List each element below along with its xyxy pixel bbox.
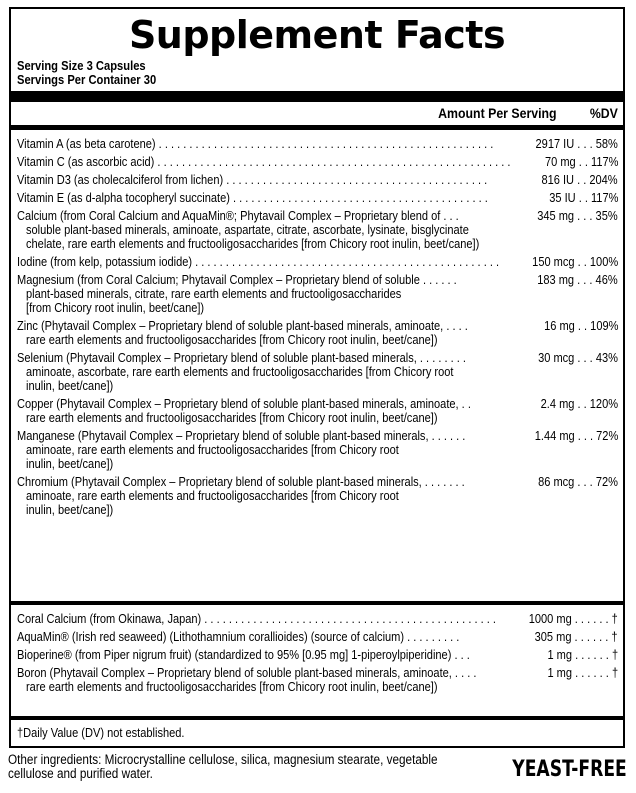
nutrient-line	[17, 457, 618, 471]
nutrient-amount: 183 mg . . . 46%	[537, 272, 618, 287]
nutrient-description: rare earth elements and fructooligosaccharides [from Chicory root inulin, beet/cane])	[26, 410, 438, 425]
ingredient-description: AquaMin® (Irish red seaweed) (Lithothamnium corallioides) (source of calcium) . . . . . . . . .	[17, 629, 460, 644]
nutrient-line	[17, 155, 618, 169]
nutrient-line	[17, 173, 618, 187]
ingredient-line	[17, 630, 618, 644]
nutrient-row	[17, 255, 618, 269]
nutrient-line	[17, 319, 618, 333]
nutrient-row	[17, 137, 618, 151]
nutrient-amount: 2.4 mg . . 120%	[540, 396, 618, 411]
ingredient-amount: 1 mg . . . . . . †	[547, 647, 618, 662]
nutrient-amount: 86 mcg . . . 72%	[538, 474, 618, 489]
ingredient-line	[17, 612, 618, 626]
ingredient-description: Boron (Phytavail Complex – Proprietary blend of soluble plant-based minerals, aminoate, . . . .	[17, 665, 477, 680]
nutrient-amount: 150 mcg . . 100%	[532, 254, 618, 269]
nutrient-row	[17, 191, 618, 205]
nutrient-line	[17, 209, 618, 223]
nutrient-line	[17, 237, 618, 251]
nutrient-row	[17, 429, 618, 471]
nutrient-line	[17, 255, 618, 269]
nutrient-description: inulin, beet/cane])	[26, 502, 114, 517]
nutrient-amount: 35 IU . . 117%	[548, 190, 618, 205]
footnote-divider	[11, 716, 623, 720]
nutrient-line	[17, 223, 618, 237]
nutrient-line	[17, 365, 618, 379]
nutrient-amount: 345 mg . . . 35%	[537, 208, 618, 223]
ingredient-line	[17, 648, 618, 662]
serving-size: Serving Size 3 Capsules	[17, 58, 146, 73]
nutrient-description: Vitamin D3 (as cholecalciferol from lichen) . . . . . . . . . . . . . . . . . . . . . . . . . . . . . . . . . . . . . . . . . . .	[17, 172, 488, 187]
nutrient-description: Magnesium (from Coral Calcium; Phytavail Complex – Proprietary blend of soluble . . . . . .	[17, 272, 457, 287]
ingredient-description: rare earth elements and fructooligosaccharides [from Chicory root inulin, beet/cane])	[26, 679, 438, 694]
nutrient-amount: 1.44 mg . . . 72%	[534, 428, 618, 443]
ingredient-description: Coral Calcium (from Okinawa, Japan) . . . . . . . . . . . . . . . . . . . . . . . . . . . . . . . . . . . . . . . . . . . . . . . .	[17, 611, 496, 626]
nutrient-description: aminoate, rare earth elements and fructooligosaccharides [from Chicory root	[26, 442, 399, 457]
nutrient-description: Vitamin C (as ascorbic acid) . . . . . . . . . . . . . . . . . . . . . . . . . . . . . . . . . . . . . . . . . . . . . . . . . . . . . . . . . .	[17, 154, 511, 169]
nutrient-line	[17, 273, 618, 287]
nutrient-description: aminoate, rare earth elements and fructooligosaccharides [from Chicory root	[26, 488, 399, 503]
nutrient-line	[17, 503, 618, 517]
medium-divider	[11, 125, 623, 130]
nutrient-line	[17, 137, 618, 151]
ingredient-amount: 305 mg . . . . . . †	[535, 629, 618, 644]
other-ingredients-line: cellulose and purified water.	[8, 766, 153, 781]
ingredient-line	[17, 680, 618, 694]
ingredient-line	[17, 666, 618, 680]
nutrient-row	[17, 475, 618, 517]
supplement-facts-panel	[9, 7, 625, 748]
nutrient-row	[17, 155, 618, 169]
nutrient-description: Vitamin A (as beta carotene) . . . . . . . . . . . . . . . . . . . . . . . . . . . . . . . . . . . . . . . . . . . . . . . . . . . . . . .	[17, 136, 494, 151]
thick-divider-top	[11, 91, 623, 102]
nutrient-description: Manganese (Phytavail Complex – Proprietary blend of soluble plant-based minerals, . . . . . .	[17, 428, 466, 443]
ingredient-row	[17, 630, 618, 644]
nutrient-line	[17, 351, 618, 365]
nutrient-line	[17, 475, 618, 489]
servings-per-container: Servings Per Container 30	[17, 72, 157, 87]
nutrient-line	[17, 191, 618, 205]
panel-title: Supplement Facts	[128, 13, 506, 57]
nutrient-description: rare earth elements and fructooligosaccharides [from Chicory root inulin, beet/cane])	[26, 332, 438, 347]
yeast-free-badge: YEAST-FREE	[512, 757, 627, 782]
nutrient-row	[17, 397, 618, 425]
nutrient-description: inulin, beet/cane])	[26, 456, 114, 471]
nutrient-description: aminoate, ascorbate, rare earth elements and fructooligosaccharides [from Chicory root	[26, 364, 454, 379]
ingredient-amount: 1000 mg . . . . . . †	[528, 611, 618, 626]
nutrient-row	[17, 173, 618, 187]
nutrient-description: Copper (Phytavail Complex – Proprietary blend of soluble plant-based minerals, aminoate, . .	[17, 396, 471, 411]
nutrient-description: Vitamin E (as d-alpha tocopheryl succinate) . . . . . . . . . . . . . . . . . . . . . . . . . . . . . . . . . . . . . . . . . .	[17, 190, 488, 205]
nutrient-line	[17, 287, 618, 301]
nutrient-description: Selenium (Phytavail Complex – Proprietary blend of soluble plant-based minerals, . . . . . . . .	[17, 350, 466, 365]
ingredient-description: Bioperine® (from Piper nigrum fruit) (standardized to 95% [0.95 mg] 1-piperoylpiperidine) . . .	[17, 647, 470, 662]
nutrient-description: Chromium (Phytavail Complex – Proprietary blend of soluble plant-based minerals, . . . . . . .	[17, 474, 465, 489]
nutrient-description: [from Chicory root inulin, beet/cane])	[26, 300, 205, 315]
ingredient-row	[17, 648, 618, 662]
ingredient-row	[17, 612, 618, 626]
ingredient-amount: 1 mg . . . . . . †	[547, 665, 618, 680]
nutrient-description: plant-based minerals, citrate, rare earth elements and fructooligosaccharides	[26, 286, 402, 301]
nutrient-description: inulin, beet/cane])	[26, 378, 114, 393]
nutrient-row	[17, 209, 618, 251]
nutrient-amount: 2917 IU . . . 58%	[535, 136, 618, 151]
nutrient-amount: 70 mg . . 117%	[544, 154, 618, 169]
footnote: †Daily Value (DV) not established.	[17, 725, 185, 740]
nutrient-line	[17, 379, 618, 393]
nutrient-description: Iodine (from kelp, potassium iodide) . . . . . . . . . . . . . . . . . . . . . . . . . . . . . . . . . . . . . . . . . . . . . . . . . .	[17, 254, 500, 269]
nutrient-line	[17, 489, 618, 503]
nutrient-line	[17, 333, 618, 347]
nutrient-amount: 816 IU . . 204%	[541, 172, 618, 187]
nutrient-description: chelate, rare earth elements and fructooligosaccharides [from Chicory root inulin, beet/cane])	[26, 236, 480, 251]
section-divider	[11, 601, 623, 605]
nutrient-row	[17, 273, 618, 315]
nutrient-line	[17, 301, 618, 315]
ingredient-row	[17, 666, 618, 694]
nutrient-description: Calcium (from Coral Calcium and AquaMin®; Phytavail Complex – Proprietary blend of . . .	[17, 208, 459, 223]
nutrient-row	[17, 319, 618, 347]
other-ingredients-line: Other ingredients: Microcrystalline cellulose, silica, magnesium stearate, vegetable	[8, 752, 438, 767]
nutrient-description: soluble plant-based minerals, aminoate, aspartate, citrate, ascorbate, lysinate, bisglycinate	[26, 222, 469, 237]
nutrient-line	[17, 443, 618, 457]
header-dv: %DV	[589, 105, 618, 121]
nutrient-line	[17, 397, 618, 411]
nutrient-line	[17, 411, 618, 425]
nutrient-amount: 16 mg . . 109%	[543, 318, 618, 333]
nutrient-description: Zinc (Phytavail Complex – Proprietary blend of soluble plant-based minerals, aminoate, . . . .	[17, 318, 468, 333]
header-amount-per-serving: Amount Per Serving	[438, 105, 557, 121]
nutrient-row	[17, 351, 618, 393]
nutrient-line	[17, 429, 618, 443]
other-ingredients	[8, 753, 438, 781]
nutrient-amount: 30 mcg . . . 43%	[538, 350, 618, 365]
